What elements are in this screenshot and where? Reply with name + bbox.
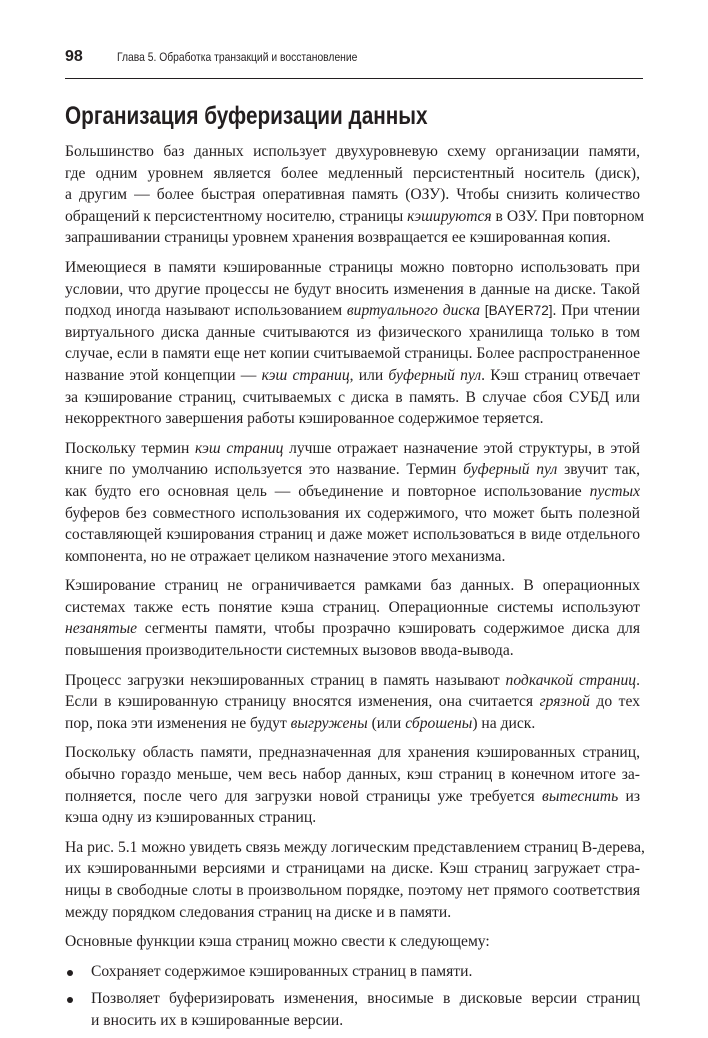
text-line: обычно гораздо меньше, чем весь набор данных, кэш страниц в конечном итоге за- — [65, 766, 640, 784]
text-line: условии, что другие процессы не будут вносить изменения в данные на диске. Такой — [65, 280, 640, 298]
text-line: где одним уровнем является более медленный персистентный носитель (диск), — [65, 164, 640, 182]
text-line: виртуального диска данные считываются из физического хранилища только в том — [65, 323, 640, 341]
paragraphs — [65, 141, 645, 953]
paragraph — [65, 575, 640, 661]
italic-term: вытеснить — [542, 787, 619, 805]
text-line: как будто его основная цель — объединение и повторное использование пустых — [65, 482, 640, 500]
text-line: их кэшированными версиями и страницами на диске. Кэш страниц загружает стра- — [65, 860, 640, 878]
section-title: Организация буферизации данных — [65, 102, 428, 130]
text-line: Сохраняет содержимое кэшированных страниц в памяти. — [91, 962, 473, 980]
paragraph — [65, 837, 645, 923]
italic-term: подкачкой страниц — [505, 671, 637, 689]
text-line: На рис. 5.1 можно увидеть связь между логическим представлением страниц B-дерева, — [65, 838, 645, 856]
text-line: и вносить их в кэшированные версии. — [91, 1011, 344, 1029]
text-line: обращений к персистентному носителю, страницы кэшируются в ОЗУ. При повторном — [65, 207, 645, 225]
text-line: а другим — более быстрая оперативная память (ОЗУ). Чтобы снизить количество — [65, 186, 640, 204]
text-line: некорректного завершения работы кэшированное содержимое теряется. — [65, 410, 544, 428]
citation: [BAYER72] — [484, 303, 553, 319]
body-text — [65, 141, 645, 1038]
page-number: 98 — [65, 48, 83, 65]
italic-term: грязной — [539, 693, 590, 711]
text-line: ницы в свободные слоты в произвольном порядке, поэтому нет прямого соответствия — [65, 882, 640, 899]
italic-term: выгружены — [290, 714, 368, 732]
italic-term: буферный пул — [463, 461, 558, 479]
paragraph — [65, 438, 640, 568]
text-line: название этой концепции — кэш страниц, или буферный пул. Кэш страниц отвечает — [65, 366, 640, 384]
header-rule — [65, 78, 643, 79]
text-line: книге по умолчанию используется это название. Термин буферный пул звучит так, — [65, 461, 640, 479]
text-line: компонента, но не отражает целиком назначение этого механизма. — [65, 547, 506, 565]
italic-term: буферный пул — [388, 366, 482, 384]
text-line: Основные функции кэша страниц можно свести к следующему: — [65, 933, 490, 951]
bullet-dot-icon — [67, 997, 73, 1003]
text-line: повышения производительности системных вызовов ввода-вывода. — [65, 642, 514, 660]
running-title: Глава 5. Обработка транзакций и восстановление — [117, 50, 358, 64]
text-line: системах также есть понятие кэша страниц. Операционные системы используют — [65, 598, 640, 616]
italic-term: кэш страниц — [194, 439, 284, 457]
text-line: Позволяет буферизировать изменения, вносимые в дисковые версии страниц — [91, 990, 640, 1008]
bullet-item — [65, 988, 640, 1031]
paragraph — [65, 141, 645, 249]
text-line: Имеющиеся в памяти кэшированные страницы можно повторно использовать при — [65, 258, 640, 276]
text-line: случае, если в памяти еще нет копии считываемой страницы. Более распространенное — [65, 345, 640, 363]
bullet-dot-icon — [67, 970, 73, 976]
text-line: Большинство баз данных использует двухуровневую схему организации памяти, — [65, 143, 640, 160]
paragraph — [65, 742, 640, 828]
text-line: буферов без совместного использования их содержимого, что может быть полезной — [65, 504, 640, 522]
text-line: за кэширование страниц, считываемых с диска в память. В случае сбоя СУБД или — [65, 388, 640, 406]
italic-term: кэшируются — [407, 207, 492, 225]
italic-term: пустых — [589, 482, 640, 500]
text-line: кэша одну из кэшированных страниц. — [65, 809, 317, 827]
text-line: Если в кэшированную страницу вносятся изменения, она считается грязной до тех — [65, 693, 640, 711]
italic-term: кэш страниц — [261, 366, 350, 384]
text-line: Поскольку термин кэш страниц лучше отражает назначение этой структуры, в этой — [65, 439, 640, 457]
text-line: запрашивании страницы уровнем хранения возвращается ее кэшированная копия. — [65, 229, 611, 247]
bullet-item — [65, 961, 640, 983]
running-head — [65, 48, 643, 66]
text-line: составляющей кэширования страниц и даже может использоваться в виде отдельного — [65, 526, 640, 544]
italic-term: виртуального диска — [346, 302, 481, 320]
bullet-list — [65, 961, 640, 1032]
text-line: Процесс загрузки некэшированных страниц в память называют подкачкой страниц. — [65, 671, 640, 689]
text-line: Поскольку область памяти, предназначенная для хранения кэшированных страниц, — [65, 744, 640, 762]
italic-term: сброшены — [405, 714, 473, 732]
text-line: полняется, после чего для загрузки новой страницы уже требуется вытеснить из — [65, 787, 640, 805]
text-line: пор, пока эти изменения не будут выгружены (или сброшены) на диск. — [65, 714, 536, 732]
paragraph — [65, 931, 640, 953]
text-line: подход иногда называют использованием виртуального диска [BAYER72]. При чтении — [65, 302, 640, 320]
text-line: Кэширование страниц не ограничивается рамками баз данных. В операционных — [65, 577, 640, 595]
paragraph — [65, 257, 640, 430]
text-line: между порядком следования страниц на диске и в памяти. — [65, 903, 452, 921]
italic-term: незанятые — [65, 620, 138, 638]
text-line: незанятые сегменты памяти, чтобы прозрачно кэшировать содержимое диска для — [65, 620, 640, 638]
paragraph — [65, 670, 640, 735]
